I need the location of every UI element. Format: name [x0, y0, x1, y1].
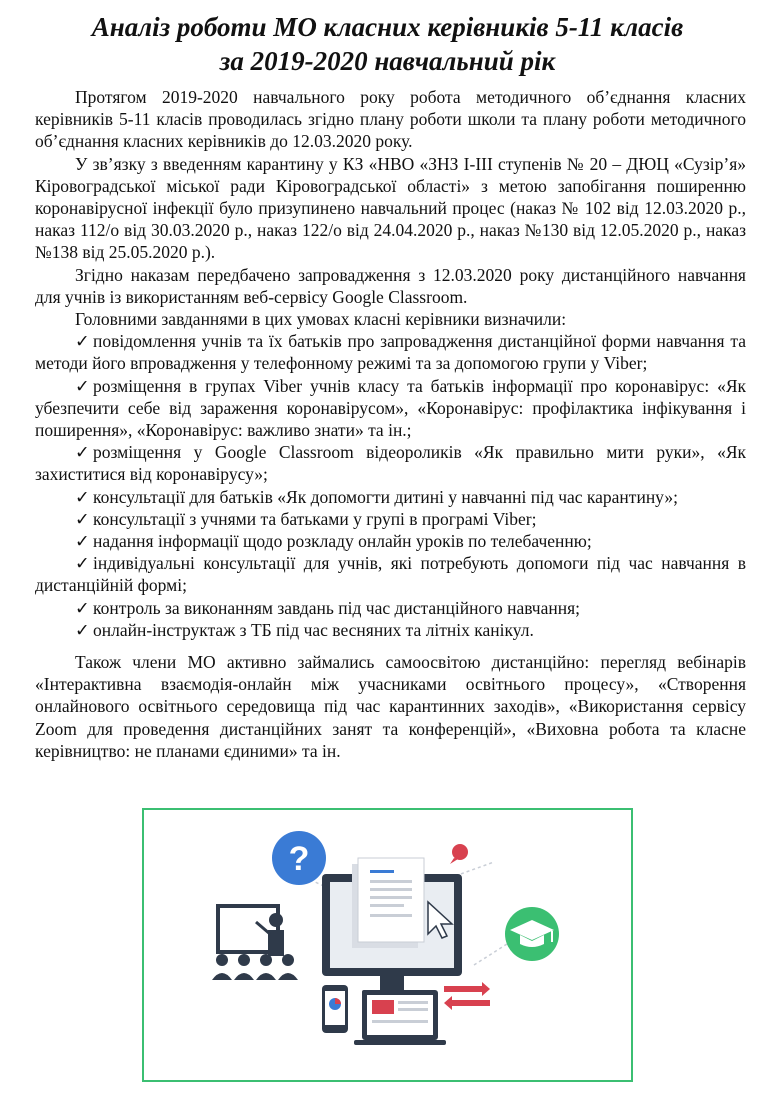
- laptop-icon: [354, 990, 446, 1045]
- check-icon: ✓: [75, 375, 90, 396]
- checklist-item: ✓ надання інформації щодо розкладу онлайн уроків по телебаченню;: [75, 531, 592, 552]
- document-title-line-1: Аналіз роботи МО класних керівників 5-11 класів: [91, 12, 684, 42]
- checklist-item: ✓ контроль за виконанням завдань під час дистанційного навчання;: [75, 597, 581, 618]
- arrows-icon: [444, 982, 490, 1010]
- check-icon: ✓: [75, 331, 90, 352]
- chat-bubble-icon: [450, 844, 468, 864]
- checklist-item: ✓ розміщення в групах Viber учнів класу та батьків інформації про коронавірус: «Як убезпечити себе від зараження коронавірусом», «Коронавірус: профілактика інфікування і поширення», «Коронавірус: важливо знати» та ін.;: [35, 375, 746, 441]
- illustration-svg: [144, 810, 631, 1080]
- students-icon: [212, 954, 298, 980]
- graduation-cap-icon: [505, 907, 559, 961]
- paragraph-tasks-intro: Головними завданнями в цих умовах класні керівники визначили:: [75, 309, 567, 330]
- checklist-item: ✓ індивідуальні консультації для учнів, які потребують допомоги під час навчання в дистанційній формі;: [35, 553, 746, 596]
- checklist-item: ✓ повідомлення учнів та їх батьків про запровадження дистанційної форми навчання та методи його впровадження у телефонному режимі та за допомогою групи у Viber;: [35, 331, 746, 374]
- checklist-item: ✓ консультації з учнями та батьками у групі в програмі Viber;: [75, 508, 537, 529]
- question-icon: [272, 831, 326, 885]
- distance-learning-illustration: [142, 808, 633, 1082]
- paragraph-quarantine: У зв’язку з введенням карантину у КЗ «НВО «ЗНЗ І-ІІІ ступенів № 20 – ДЮЦ «Сузір’я» Кіровоградської міської ради Кіровоградської області» з метою запобігання поширенню коронавірусної інфекції було призупинено навчальний процес (наказ № 102 від 12.03.2020 р., наказ 112/о від 30.03.2020 р., наказ 122/о від 24.04.2020 р., наказ №130 від 12.05.2020 р., наказ №138 від 25.05.2020 р.).: [35, 153, 746, 263]
- paragraph-distance-learning: Згідно наказам передбачено запровадження з 12.03.2020 року дистанційного навчання для учнів із використанням веб-сервісу Google Classroom.: [35, 264, 746, 307]
- phone-icon: [322, 985, 348, 1033]
- document-title-line-2: за 2019-2020 навчальний рік: [219, 46, 556, 76]
- check-icon: ✓: [75, 531, 90, 552]
- check-icon: ✓: [75, 619, 90, 640]
- check-icon: ✓: [75, 486, 90, 507]
- check-icon: ✓: [75, 442, 90, 463]
- svg-text:?: ?: [288, 840, 310, 878]
- checklist-item: ✓ розміщення у Google Classroom відеороликів «Як правильно мити руки», «Як захиститися від коронавірусу»;: [35, 442, 746, 485]
- paragraph-self-education: Також члени МО активно займались самоосвітою дистанційно: перегляд вебінарів «Інтерактивна взаємодія-онлайн між учасниками освітнього процесу», «Створення онлайнового освітнього середовища під час карантинних заходів», «Використання сервісу Zoom для проведення дистанційних занят та конференцій», «Виховна робота та класне керівництво: не планами єдиними» та ін.: [35, 652, 746, 761]
- check-icon: ✓: [75, 508, 90, 529]
- document-body: [35, 86, 746, 762]
- check-icon: ✓: [75, 553, 90, 574]
- check-icon: ✓: [75, 597, 90, 618]
- paragraph-intro: Протягом 2019-2020 навчального року робота методичного об’єднання класних керівників 5-11 класів проводилась згідно плану роботи школи та плану роботи методичного об’єднання класних керівників до 12.03.2020 року.: [35, 87, 746, 152]
- checklist-item: ✓ консультації для батьків «Як допомогти дитині у навчанні під час карантину»;: [75, 486, 678, 507]
- teacher-board-icon: [218, 906, 284, 956]
- document-icon: [352, 858, 424, 948]
- checklist-item: ✓ онлайн-інструктаж з ТБ під час весняних та літніх канікул.: [75, 619, 534, 640]
